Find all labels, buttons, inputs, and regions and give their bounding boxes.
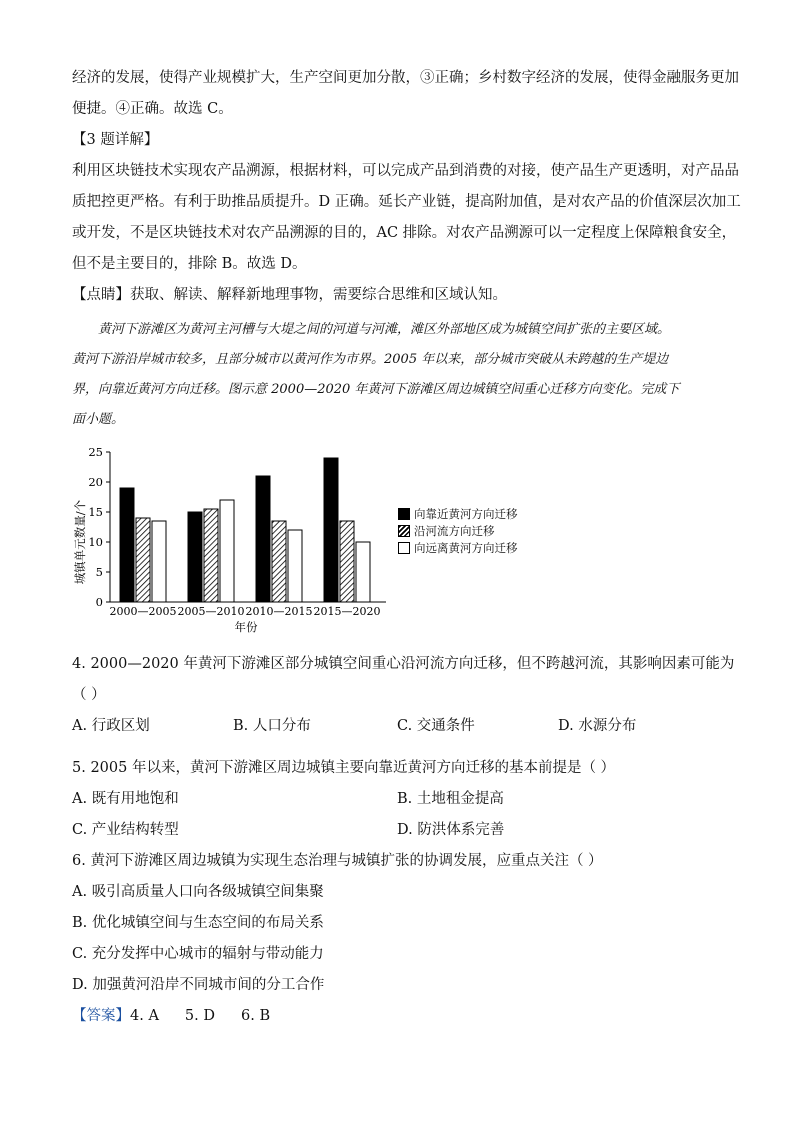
- q5-option-d[interactable]: D. 防洪体系完善: [397, 822, 505, 838]
- x-tick-label: 2010—2015: [245, 605, 313, 618]
- legend-swatch-solid: [398, 508, 410, 520]
- passage-line: 黄河下游沿岸城市较多，且部分城市以黄河作为市界。2005 年以来，部分城市突破从未跨越的生产堤边: [72, 352, 669, 367]
- legend-item: [398, 539, 518, 556]
- answer-4: 4. A: [130, 1008, 159, 1024]
- bar-series-1-2015—2020: [324, 458, 338, 602]
- bar-series-1-2000—2005: [120, 488, 134, 602]
- question-6-stem: 6. 黄河下游滩区周边城镇为实现生态治理与城镇扩张的协调发展，应重点关注（ ）: [72, 853, 603, 869]
- bar-chart: [68, 438, 398, 638]
- section-heading: 【3 题详解】: [72, 132, 159, 148]
- bar-series-2-2010—2015: [272, 521, 286, 602]
- legend-item: [398, 522, 518, 539]
- legend-item: [398, 505, 518, 522]
- y-tick-label: 10: [88, 535, 103, 549]
- bar-series-3-2005—2010: [220, 500, 234, 602]
- bar-series-3-2000—2005: [152, 521, 166, 602]
- bar-series-2-2000—2005: [136, 518, 150, 602]
- passage-line: 黄河下游滩区为黄河主河槽与大堤之间的河道与河滩，滩区外部地区成为城镇空间扩张的主要区域。: [98, 322, 671, 337]
- question-5-stem: 5. 2005 年以来，黄河下游滩区周边城镇主要向靠近黄河方向迁移的基本前提是（ ）: [72, 760, 616, 776]
- x-axis-label: 年份: [234, 620, 258, 634]
- y-tick-label: 20: [88, 475, 103, 489]
- chart-legend: [398, 505, 518, 556]
- passage-line: 界，向靠近黄河方向迁移。图示意 2000—2020 年黄河下游滩区周边城镇空间重心迁移方向变化。完成下: [72, 382, 680, 397]
- text-line: 利用区块链技术实现农产品溯源，根据材料，可以完成产品到消费的对接，使产品生产更透明，对产品品: [72, 163, 739, 179]
- text-line: 或开发，不是区块链技术对农产品溯源的目的，AC 排除。对农产品溯源可以一定程度上保障粮食安全，: [72, 225, 737, 241]
- legend-label: 向远离黄河方向迁移: [414, 540, 518, 555]
- text-line: 但不是主要目的，排除 B。故选 D。: [72, 256, 307, 272]
- x-tick-label: 2015—2020: [313, 605, 381, 618]
- answer-tag: 【答案】: [72, 1008, 130, 1024]
- q4-option-b[interactable]: B. 人口分布: [233, 718, 311, 734]
- q6-option-a[interactable]: A. 吸引高质量人口向各级城镇空间集聚: [72, 884, 324, 900]
- passage-line: 面小题。: [72, 412, 125, 427]
- y-tick-label: 15: [88, 505, 103, 519]
- legend-swatch-white: [398, 542, 410, 554]
- bar-series-2-2005—2010: [204, 509, 218, 602]
- y-tick-label: 0: [95, 595, 103, 609]
- q6-option-c[interactable]: C. 充分发挥中心城市的辐射与带动能力: [72, 946, 324, 962]
- q6-option-b[interactable]: B. 优化城镇空间与生态空间的布局关系: [72, 915, 324, 931]
- q4-option-d[interactable]: D. 水源分布: [558, 718, 637, 734]
- answer-5: 5. D: [184, 1008, 215, 1024]
- y-axis-label: 城镇单元数量/个: [73, 499, 87, 585]
- legend-label: 向靠近黄河方向迁移: [414, 506, 518, 521]
- text-line: 经济的发展，使得产业规模扩大，生产空间更加分散，③正确；乡村数字经济的发展，使得金融服务更加: [72, 70, 739, 86]
- answer-line: [72, 1004, 270, 1025]
- question-4-stem: 4. 2000—2020 年黄河下游滩区部分城镇空间重心沿河流方向迁移，但不跨越河流，其影响因素可能为: [72, 656, 735, 672]
- bar-series-1-2005—2010: [188, 512, 202, 602]
- x-tick-label: 2000—2005: [109, 605, 177, 618]
- bar-series-2-2015—2020: [340, 521, 354, 602]
- text-line: 质把控更严格。有利于助推品质提升。D 正确。延长产业链，提高附加值，是对农产品的价值深层次加工: [72, 194, 741, 210]
- legend-label: 沿河流方向迁移: [414, 523, 495, 538]
- y-tick-label: 5: [95, 565, 103, 579]
- q6-option-d[interactable]: D. 加强黄河沿岸不同城市间的分工合作: [72, 977, 325, 993]
- bar-series-1-2010—2015: [256, 476, 270, 602]
- y-tick-label: 25: [88, 445, 103, 459]
- bar-series-3-2015—2020: [356, 542, 370, 602]
- x-tick-label: 2005—2010: [177, 605, 245, 618]
- q5-option-a[interactable]: A. 既有用地饱和: [72, 791, 179, 807]
- legend-swatch-hatch: [398, 525, 410, 537]
- question-4-paren: （ ）: [72, 687, 106, 703]
- q4-option-c[interactable]: C. 交通条件: [397, 718, 475, 734]
- q5-option-c[interactable]: C. 产业结构转型: [72, 822, 179, 838]
- text-line: 便捷。④正确。故选 C。: [72, 101, 233, 117]
- q4-option-a[interactable]: A. 行政区划: [72, 718, 150, 734]
- tip-line: 【点睛】获取、解读、解释新地理事物，需要综合思维和区域认知。: [72, 287, 507, 303]
- q5-option-b[interactable]: B. 土地租金提高: [397, 791, 504, 807]
- answer-6: 6. B: [241, 1008, 271, 1024]
- bar-series-3-2010—2015: [288, 530, 302, 602]
